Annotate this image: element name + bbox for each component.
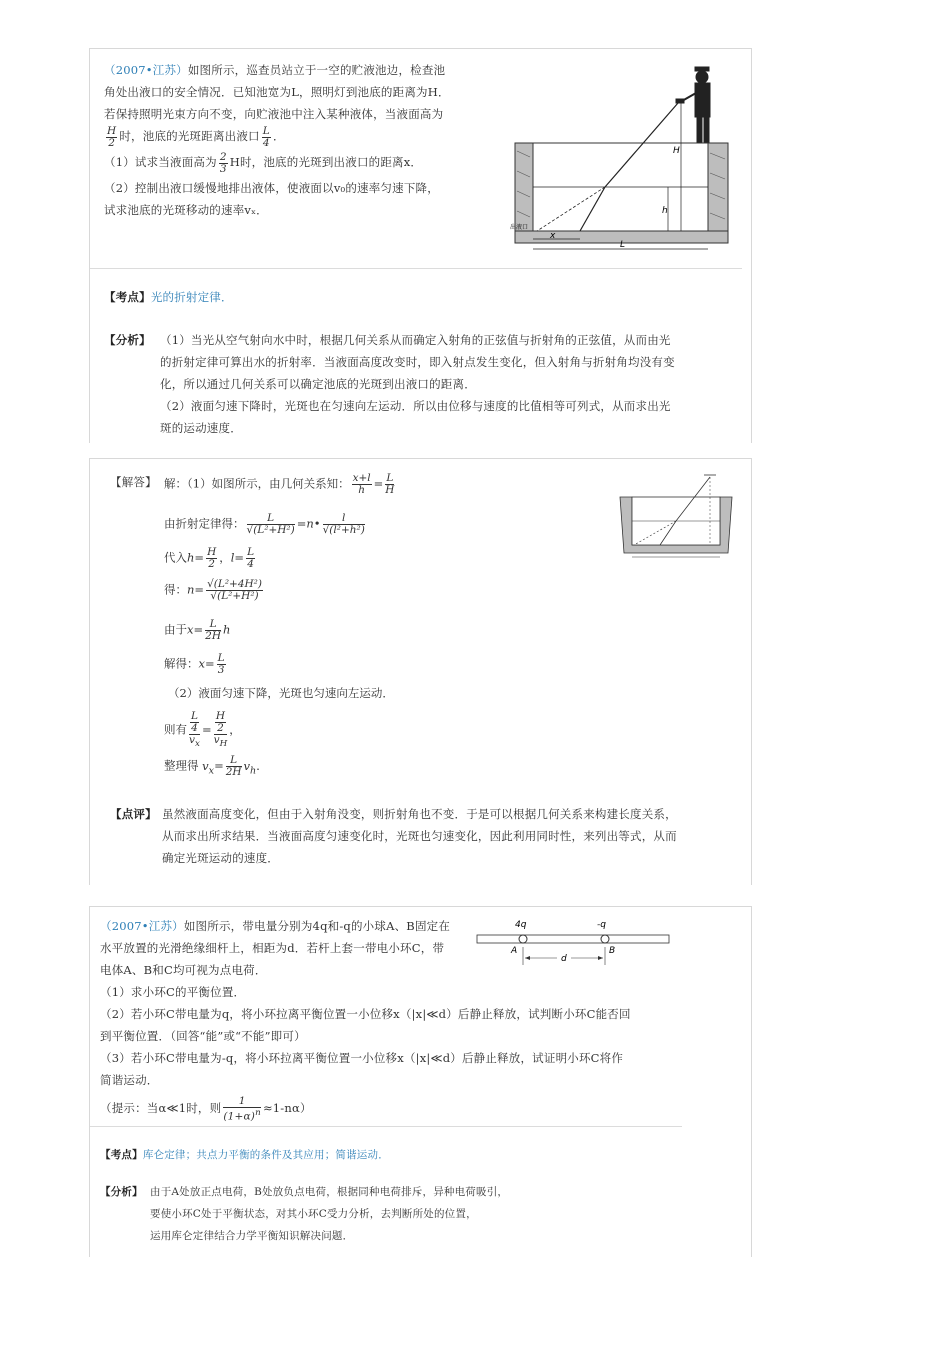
solution-panel: [89, 458, 752, 885]
eq-geometry: 解：（1）如图所示，由几何关系知： $\frac{x+l}{h}$ = $\frac{L}{H}$: [164, 472, 395, 496]
kaodian-1: 【考点】光的折射定律．: [104, 290, 233, 304]
jieda-tag: 【解答】: [110, 475, 157, 489]
label-d: d: [561, 954, 567, 964]
solution-figure: [618, 467, 734, 563]
divider: [90, 1126, 682, 1127]
eq-velocity-result: 整理得 $v_x=$ $\frac{L}{2H}$ $v_h$．: [164, 754, 268, 778]
label-B: B: [609, 946, 616, 956]
fraction-L-over-4: $\frac{L}{4}$: [262, 124, 270, 149]
label-4q: 4q: [515, 920, 527, 930]
fraction-2-over-3: $\frac{2}{3}$: [219, 150, 227, 175]
kaodian-2: 【考点】库仑定律；共点力平衡的条件及其应用；简谐运动．: [100, 1149, 389, 1161]
label-L: L: [620, 240, 626, 250]
problem-1-panel: [89, 48, 752, 443]
eq-velocity-ratio: 则有 L 4 $v_x$ = H 2 $v_H$ ，: [164, 710, 241, 750]
solution-part2: （2）液面匀速下降，光斑也匀速向左运动．: [168, 686, 394, 700]
label-x: x: [550, 231, 556, 241]
rod-figure: [475, 913, 675, 971]
problem-1-source: （2007•江苏）: [104, 63, 188, 77]
fraction-H-over-2: $\frac{H}{2}$: [107, 124, 117, 149]
label-H: H: [673, 146, 680, 156]
problem-2-source: （2007•江苏）: [100, 919, 184, 933]
problem-2-text: （2007•江苏）如图所示，带电量分别为4q和-q的小球A、B固定在 水平放置的光滑绝缘细杆上，相距为d．若杆上套一带电小环C，带 电体A、B和C均可视为点电荷． （1）求小环C的平衡位置． （2）若小环C带电量为q，将小环拉离平衡位置一小位移x（|x|≪d）后静止释放，试判断小环C能否回 到平衡位置．（回答“能”或“不能”即可） （3）若小环C带电量为-q，将小环拉离平衡位置一小位移x（|x|≪d）后静止释放，试证明小环C将作 简谐运动． （提示：当α≪1时，则 $\frac{1}{(1+\alpha)^n}$ ≈1-nα）: [100, 919, 631, 1123]
problem-2-panel: [89, 906, 752, 1257]
eq-x-relation: 由于x= $\frac{L}{2H}$ h: [164, 618, 231, 642]
problem-1-text: （2007•江苏）如图所示，巡查员站立于一空的贮液池边，检查池 角处出液口的安全情况．已知池宽为L，照明灯到池底的距离为H． 若保持照明光束方向不变，向贮液池中注入某种液体，当液面高为 $\frac{H}{2}$ 时，池底的光斑距离出液口 $\frac{L}{4}$ ． （1）试求当液面高为 $\frac{2}{3}$ H时，池底的光斑到出液口的距离x． （2）控制出液口缓慢地排出液体，使液面以v₀的速率匀速下降， 试求池底的光斑移动的速率vₓ．: [104, 63, 450, 217]
divider: [90, 268, 742, 269]
fenxi-2: 【分析】 由于A处放正点电荷，B处放负点电荷，根据同种电荷排斥，异种电荷吸引， 要使小环C处于平衡状态，对其小环C受力分析，去判断所处的位置， 运用库仑定律结合力学平衡知识解决问题．: [100, 1186, 509, 1242]
dianping: 【点评】 虽然液面高度变化，但由于入射角没变，则折射角也不变．于是可以根据几何关系来构建长度关系， 从而求出所求结果．当液面高度匀速变化时，光斑也匀速变化，因此利用同时性，来列出等式，从而 确定光斑运动的速度．: [110, 807, 677, 865]
label-outlet: 出液口: [510, 224, 529, 231]
label-neg-q: -q: [597, 920, 606, 930]
pool-figure: [510, 61, 735, 256]
eq-n: 得：n= $\frac{\text{√(L²+4H²)}}{\text{√(L²+H²)}}$: [164, 578, 262, 602]
eq-x-result: 解得：x= $\frac{L}{3}$: [164, 652, 225, 676]
eq-refraction: 由折射定律得： $\frac{L}{\text{√(L²+H²)}}$ =n• $\frac{l}{\text{√(l²+h²)}}$: [164, 512, 365, 536]
label-A: A: [511, 946, 518, 956]
label-h: h: [662, 206, 668, 216]
fenxi-1: 【分析】 （1）当光从空气射向水中时，根据几何关系从而确定入射角的正弦值与折射角的正弦值，从而由光 的折射定律可算出水的折射率．当液面高度改变时，即入射点发生变化，但入射角与折射角均没有变 化，所以通过几何关系可以确定池底的光斑到出液口的距离． （2）液面匀速下降时，光斑也在匀速向左运动．所以由位移与速度的比值相等可列式，从而求出光 斑的运动速度．: [104, 333, 675, 435]
eq-substitute: 代入h= $\frac{H}{2}$ ，l= $\frac{L}{4}$: [164, 546, 255, 570]
